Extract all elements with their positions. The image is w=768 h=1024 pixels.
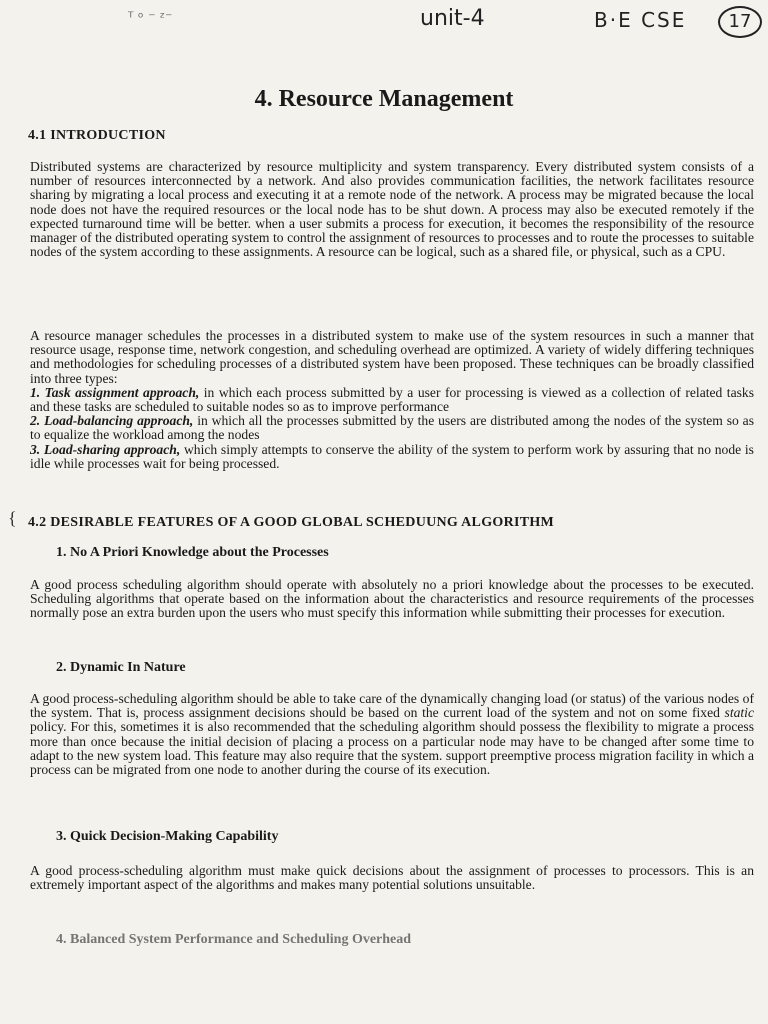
- handwritten-unit-label: unit-4: [420, 6, 485, 31]
- handwritten-scribble: ᵀ ᵒ ⁻ ᶻ⁻: [128, 10, 173, 26]
- feature-text-dynamic: [30, 692, 754, 777]
- feature-text-dynamic-emphasis: static: [724, 705, 754, 721]
- intro-paragraph-2-text: A resource manager schedules the processes in a distributed system to make use of the system resources in such a manner that resource usage, response time, network congestion, and scheduling overhead are optimized. A variety of widely differing techniques and methodologies for scheduling processes of a distributed system have been proposed. These techniques can be broadly classified into three types:: [30, 328, 754, 386]
- scheduling-type-text: in which all the processes submitted by the users are distributed among the nodes of the system so as to equalize the workload among the nodes: [30, 413, 755, 443]
- scheduling-type-label: 3. Load-sharing approach,: [30, 441, 181, 457]
- feature-heading-no-a-priori: 1. No A Priori Knowledge about the Processes: [56, 545, 329, 560]
- feature-heading-balanced-performance: 4. Balanced System Performance and Scheduling Overhead: [56, 932, 412, 947]
- feature-heading-quick-decision: 3. Quick Decision-Making Capability: [56, 829, 279, 844]
- intro-paragraph-2: [30, 329, 754, 471]
- handwritten-page-number: 17: [718, 6, 762, 38]
- scheduling-type-label: 1. Task assignment approach,: [30, 384, 200, 400]
- intro-paragraph-1: Distributed systems are characterized by resource multiplicity and system transparency. Every distributed system consists of a number of resources interconnected by a network. And also provides communication facilities, the network facilitates resource sharing by migrating a local process and executing it at a remote node of the network. A process may be migrated because the local node does not have the required resources or the local node has to be shut down. A process may also be executed remotely if the expected turnaround time will be better. when a user submits a process for execution, it becomes the responsibility of the resource manager of the distributed operating system to control the assignment of resources to processes and to route the processes to suitable nodes of the system according to these assignments. A resource can be logical, such as a shared file, or physical, such as a CPU.: [30, 159, 754, 260]
- feature-text-quick-decision: A good process-scheduling algorithm must make quick decisions about the assignment of processes to processors. This is an extremely important aspect of the algorithms and makes many potential solutions unsuitable.: [30, 863, 754, 893]
- section-heading-desirable-features: 4.2 DESIRABLE FEATURES OF A GOOD GLOBAL SCHEDUUNG ALGORITHM: [28, 515, 555, 530]
- feature-text-dynamic-part1: A good process-scheduling algorithm should be able to take care of the dynamically changing load (or status) of the various nodes of the system. That is, process assignment decisions should be based on the current load of the system and not on some fixed: [30, 691, 754, 721]
- margin-bracket-mark: {: [8, 508, 17, 528]
- handwritten-course-label: B·E CSE: [594, 8, 687, 32]
- scheduling-type-text: which simply attempts to conserve the ability of the system to perform work by assuring that no node is idle while processes wait for being processed.: [30, 441, 754, 471]
- scheduling-type-item: [30, 443, 754, 471]
- feature-text-dynamic-part2: policy. For this, sometimes it is also recommended that the scheduling algorithm should possess the flexibility to migrate a process more than once because the initial decision of placing a process on a particular node may have to be changed after some time to adapt to the new system load. This feature may also require that the system. support preemptive process migration facility in which a process can be migrated from one node to another during the course of its execution.: [30, 719, 754, 778]
- scheduling-type-label: 2. Load-balancing approach,: [30, 413, 194, 429]
- scheduling-type-text: in which each process submitted by a user for processing is viewed as a collection of related tasks and these tasks are scheduled to suitable nodes so as to improve performance: [30, 384, 754, 415]
- page-title: 4. Resource Management: [254, 86, 514, 112]
- scheduling-type-item: [30, 414, 754, 442]
- section-heading-introduction: 4.1 INTRODUCTION: [28, 128, 166, 143]
- feature-heading-dynamic: 2. Dynamic In Nature: [56, 660, 186, 675]
- scheduling-type-item: [30, 386, 754, 414]
- feature-text-no-a-priori: A good process scheduling algorithm should operate with absolutely no a priori knowledge about the processes to be executed. Scheduling algorithms that operate based on the information about the characteristics and resource requirements of the processes normally pose an extra burden upon the users who must specify this information while submitting their processes for execution.: [30, 577, 754, 621]
